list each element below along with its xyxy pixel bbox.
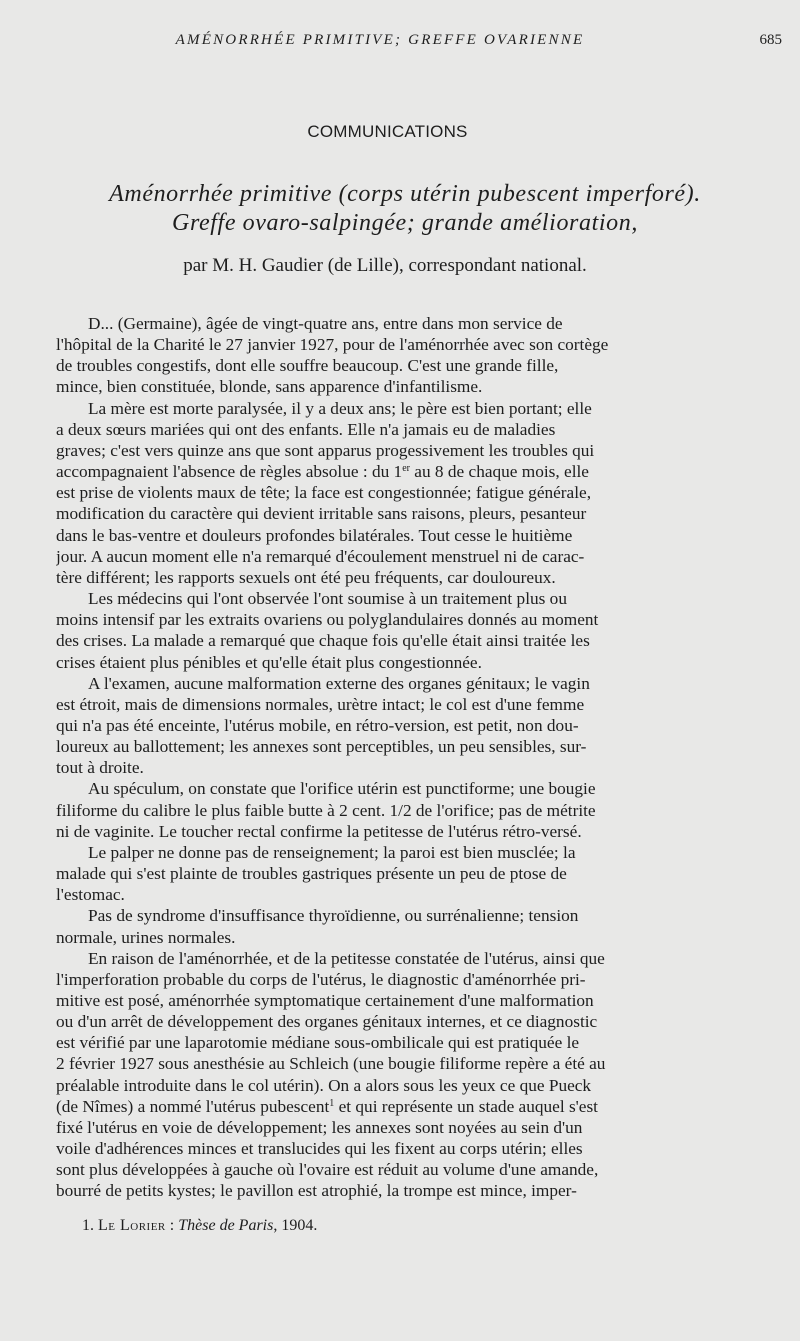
text-line: l'estomac. [56,885,125,905]
text-line: jour. A aucun moment elle n'a remarqué d'écoulement menstruel ni de carac- [56,546,585,566]
text-line: La mère est morte paralysée, il y a deux ans; le père est bien portant; elle [88,398,592,418]
text-line: dans le bas-ventre et douleurs profondes bilatérales. Tout cesse le huitième [56,525,573,545]
text-line [56,461,710,482]
text-line: filiforme du calibre le plus faible butte à 2 cent. 1/2 de l'orifice; pas de métrite [56,800,596,820]
text-line: Le palper ne donne pas de renseignement; la paroi est bien musclée; la [88,842,576,862]
text-line: modification du caractère qui devient irritable sans raisons, pleurs, pesanteur [56,504,587,524]
text-line [56,1096,710,1117]
text-line: l'hôpital de la Charité le 27 janvier 1927, pour de l'aménorrhée avec son cortège [56,335,609,355]
byline: par M. H. Gaudier (de Lille), correspondant national. [183,255,587,276]
footnote-marker: 1 [329,1097,335,1109]
text-line: tère différent; les rapports sexuels ont été peu fréquents, car douloureux. [56,567,556,587]
text-line: graves; c'est vers quinze ans que sont apparus progessivement les troubles qui [56,440,595,460]
text-line: moins intensif par les extraits ovariens ou polyglandulaires donnés au moment [56,610,599,630]
text-segment: accompagnaient l'absence de règles absolue : du 1 [56,462,403,482]
text-line: l'imperforation probable du corps de l'utérus, le diagnostic d'aménorrhée pri- [56,969,586,989]
text-line: crises étaient plus pénibles et qu'elle était plus congestionnée. [56,652,482,672]
text-line: est étroit, mais de dimensions normales, urètre intact; le col est d'une femme [56,694,585,714]
text-line: est vérifié par une laparotomie médiane sous-ombilicale qui est pratiquée le [56,1033,580,1053]
footnote-number: 1. [82,1217,94,1234]
text-line: 2 février 1927 sous anesthésie au Schleich (une bougie filiforme repère a été au [56,1054,606,1074]
text-line: fixé l'utérus en voie de développement; les annexes sont noyées au sein d'un [56,1117,583,1137]
text-line: loureux au ballottement; les annexes sont perceptibles, un peu sensibles, sur- [56,737,587,757]
text-segment: (de Nîmes) a nommé l'utérus pubescent [56,1096,330,1116]
text-line: Pas de syndrome d'insuffisance thyroïdienne, ou surrénalienne; tension [88,906,579,926]
footnote-author: Le Lorier [98,1217,166,1234]
running-title: AMÉNORRHÉE PRIMITIVE; GREFFE OVARIENNE [175,32,585,48]
text-line: préalable introduite dans le col utérin). On a alors sous les yeux ce que Pueck [56,1075,592,1095]
text-line: a deux sœurs mariées qui ont des enfants. Elle n'a jamais eu de maladies [56,419,556,439]
text-line: A l'examen, aucune malformation externe des organes génitaux; le vagin [88,673,590,693]
section-heading: COMMUNICATIONS [307,122,468,141]
text-line: ni de vaginite. Le toucher rectal confirme la petitesse de l'utérus rétro-versé. [56,821,582,841]
text-segment: et qui représente un stade auquel s'est [334,1096,598,1116]
text-segment: au 8 de chaque mois, elle [409,462,589,482]
footnote [82,1217,722,1235]
text-line: D... (Germaine), âgée de vingt-quatre ans, entre dans mon service de [88,314,563,333]
text-line: de troubles congestifs, dont elle souffre beaucoup. C'est une grande fille, [56,356,559,376]
text-line: Les médecins qui l'ont observée l'ont soumise à un traitement plus ou [88,589,567,609]
text-line: En raison de l'aménorrhée, et de la petitesse constatée de l'utérus, ainsi que [88,948,605,968]
article-title [40,180,770,238]
text-line: bourré de petits kystes; le pavillon est atrophié, la trompe est mince, imper- [56,1181,577,1201]
article-title-line-2: Greffe ovaro-salpingée; grande amélioration, [172,210,638,236]
footnote-year: , 1904. [273,1217,318,1234]
footnote-work: Thèse de Paris [178,1217,274,1234]
superscript: er [402,463,410,475]
article-title-line-1: Aménorrhée primitive (corps utérin pubescent imperforé). [109,181,701,207]
text-line: qui n'a pas été enceinte, l'utérus mobile, en rétro-version, est petit, non dou- [56,715,579,735]
text-line: est prise de violents maux de tête; la face est congestionnée; fatigue générale, [56,483,592,503]
text-line: mince, bien constituée, blonde, sans apparence d'infantilisme. [56,377,483,397]
body-text [56,313,710,1202]
text-line: voile d'adhérences minces et translucides qui les fixent au corps utérin; elles [56,1139,583,1159]
text-line: Au spéculum, on constate que l'orifice utérin est punctiforme; une bougie [88,779,596,799]
page-number: 685 [759,32,782,48]
text-line: des crises. La malade a remarqué que chaque fois qu'elle était ainsi traitée les [56,631,590,651]
text-line: sont plus développées à gauche où l'ovaire est réduit au volume d'une amande, [56,1160,599,1180]
text-line: normale, urines normales. [56,927,236,947]
text-line: mitive est posé, aménorrhée symptomatique certainement d'une malformation [56,991,594,1010]
text-line: malade qui s'est plainte de troubles gastriques présente un peu de ptose de [56,864,567,884]
text-line: tout à droite. [56,758,144,778]
text-line: ou d'un arrêt de développement des organes génitaux internes, et ce diagnostic [56,1012,598,1032]
footnote-separator: : [165,1217,179,1234]
